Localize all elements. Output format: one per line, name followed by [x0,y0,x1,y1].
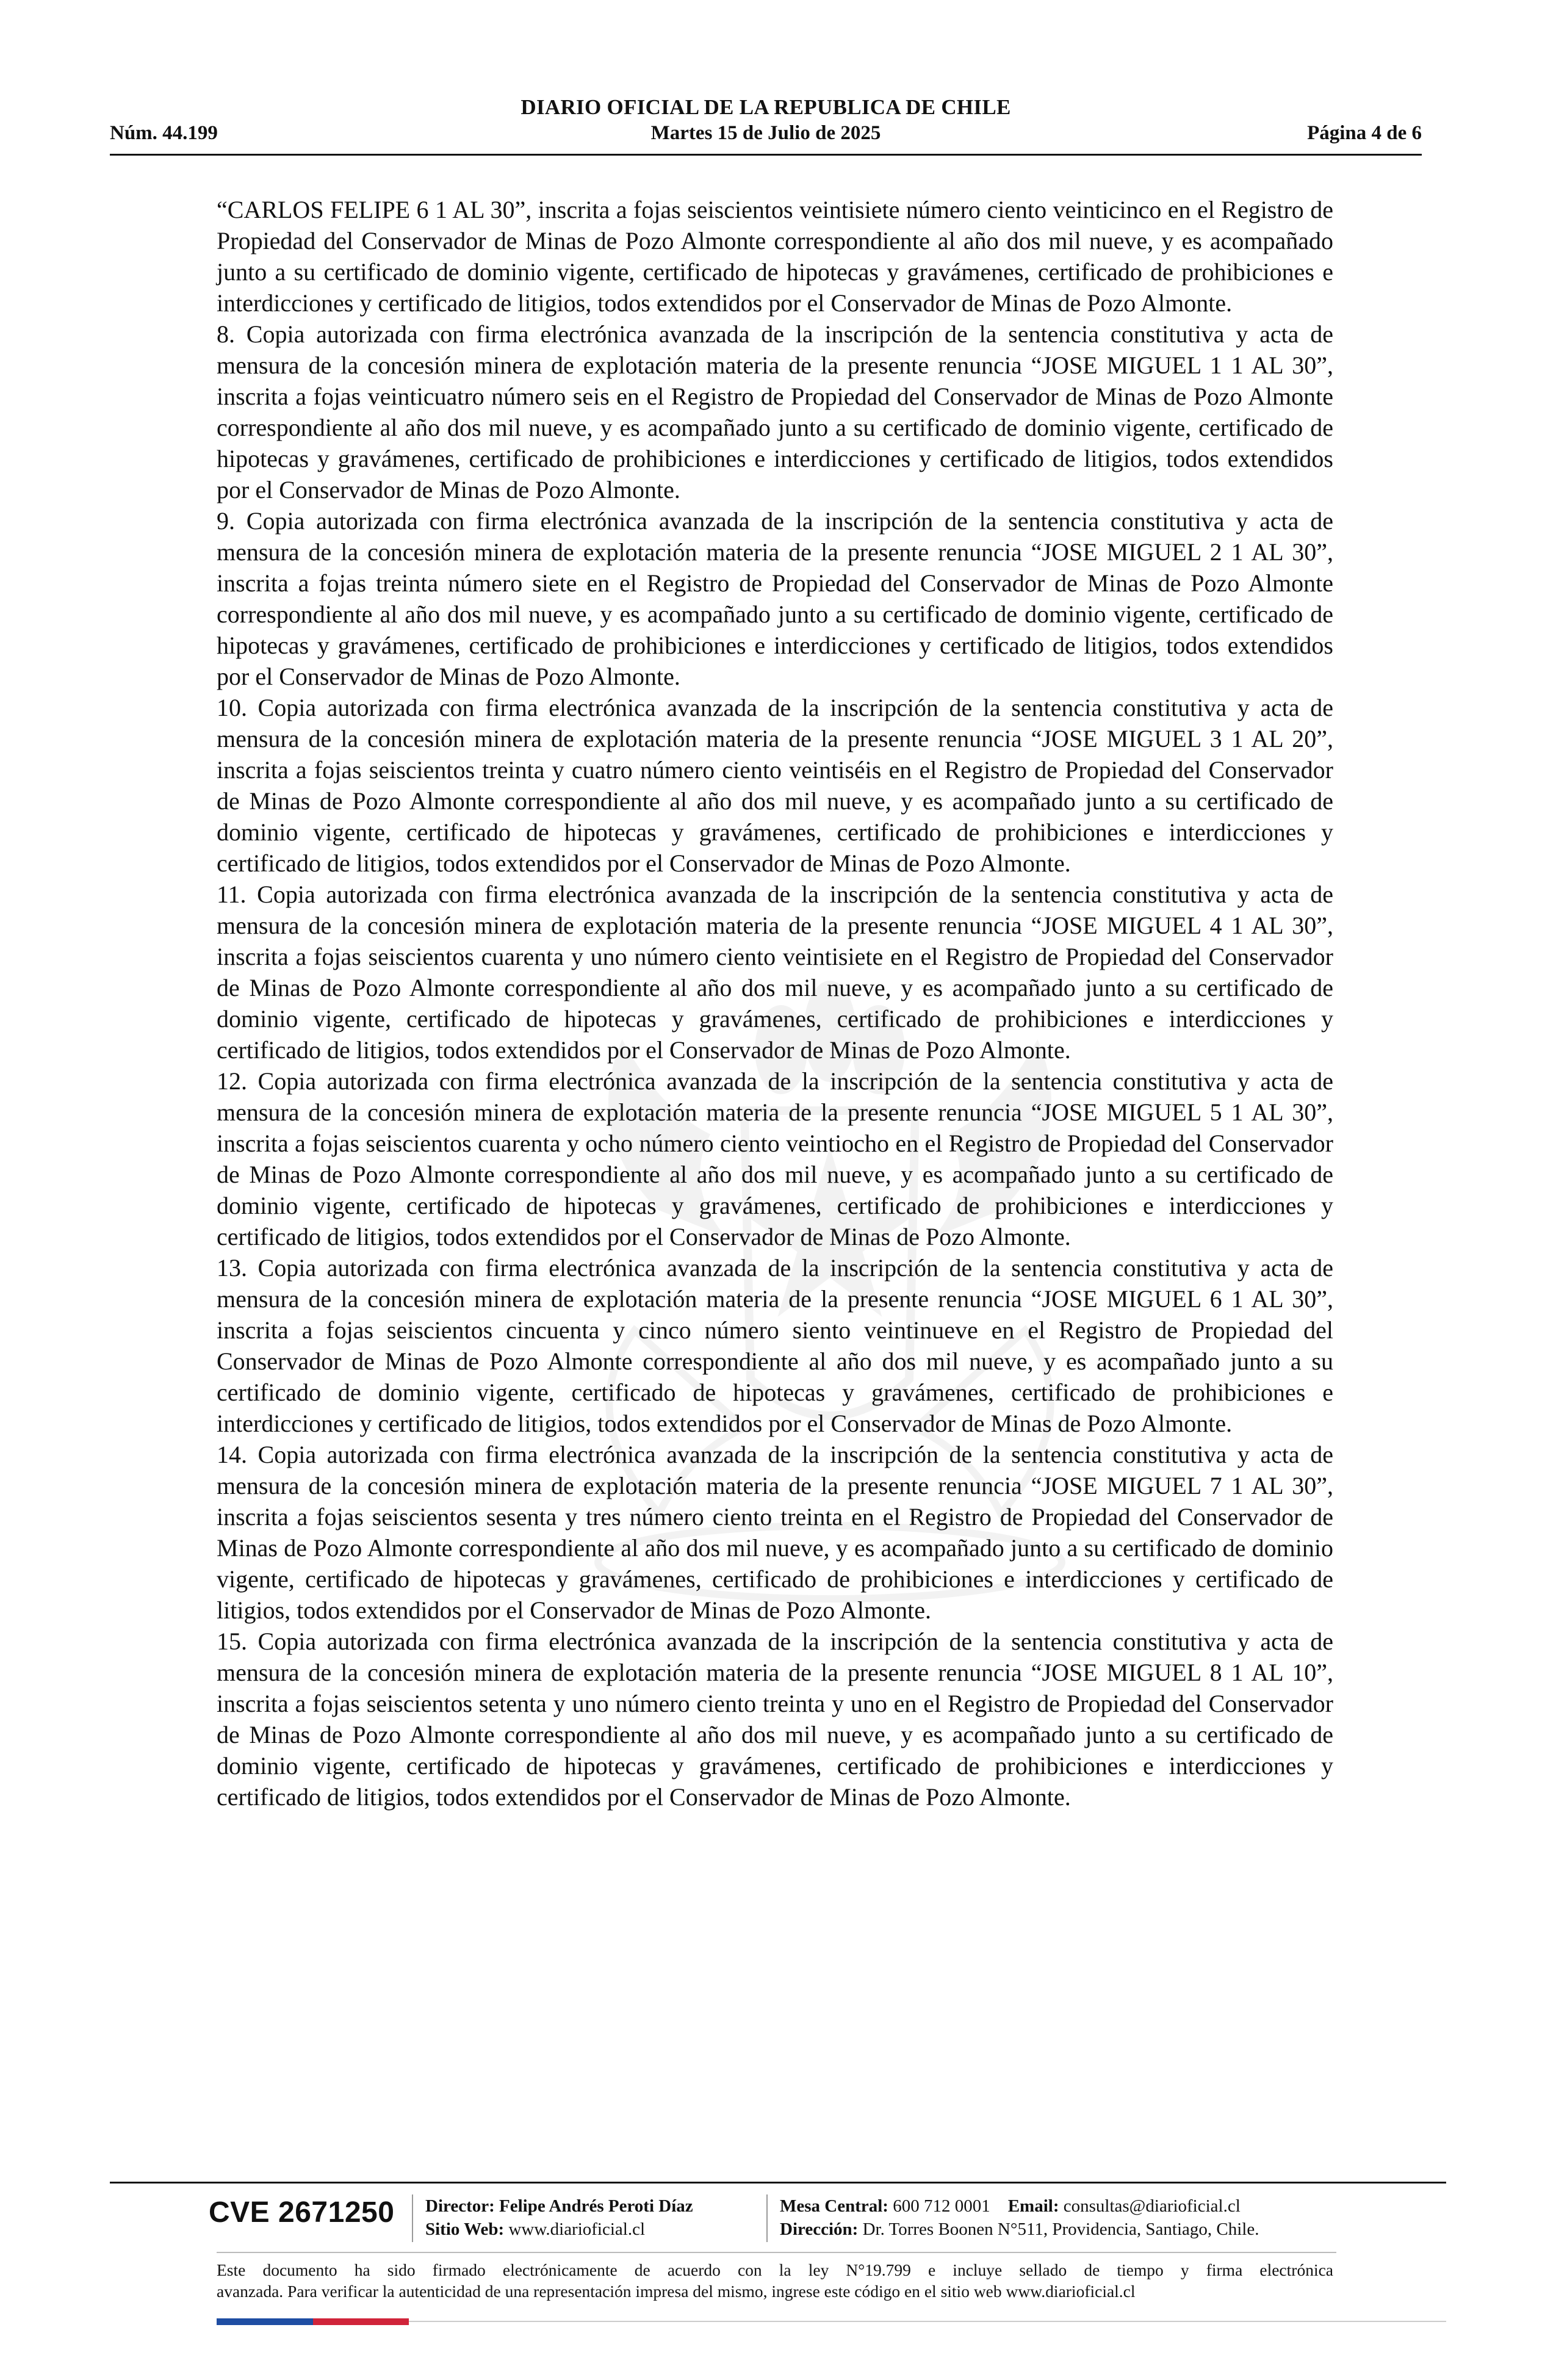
paragraph-7-continuation: “CARLOS FELIPE 6 1 AL 30”, inscrita a fojas seiscientos veintisiete número ciento veinticinco en el Registro de Propiedad del Conservador de Minas de Pozo Almonte correspondiente al año dos mil nueve, y es acompañado junto a su certificado de dominio vigente, certificado de hipotecas y gravámenes, certificado de prohibiciones e interdicciones y certificado de litigios, todos extendidos por el Conservador de Minas de Pozo Almonte. [217,196,1333,317]
mesa-label: Mesa Central: [780,2196,888,2216]
cve-code: CVE 2671250 [209,2196,395,2229]
newspaper-title: DIARIO OFICIAL DE LA REPUBLICA DE CHILE [520,95,1011,119]
legal-notice-line: Este documento ha sido firmado electrónicamente de acuerdo con la ley N°19.799 e incluye sellado de tiempo y firma electrónica [217,2260,1333,2279]
issue-date: Martes 15 de Julio de 2025 [650,122,881,144]
footer-separator [766,2194,768,2242]
paragraph-11: 11. Copia autorizada con firma electrónica avanzada de la inscripción de la sentencia constitutiva y acta de mensura de la concesión minera de explotación materia de la presente renuncia “JOSE MIGUEL 4 1 AL 30”, inscrita a fojas seiscientos cuarenta y uno número ciento veintisiete en el Registro de Propiedad del Conservador de Minas de Pozo Almonte correspondiente al año dos mil nueve, y es acompañado junto a su certificado de dominio vigente, certificado de hipotecas y gravámenes, certificado de prohibiciones e interdicciones y certificado de litigios, todos extendidos por el Conservador de Minas de Pozo Almonte. [217,881,1333,1064]
legal-notice-line: avanzada. Para verificar la autenticidad de una representación impresa del mismo, ingrese este código en el sitio web www.diarioficial.cl [217,2282,1136,2301]
document-body [217,194,1333,1812]
website-label: Sitio Web: [425,2220,505,2239]
email-link[interactable]: consultas@diarioficial.cl [1063,2196,1241,2216]
paragraph-8: 8. Copia autorizada con firma electrónica avanzada de la inscripción de la sentencia constitutiva y acta de mensura de la concesión minera de explotación materia de la presente renuncia “JOSE MIGUEL 1 1 AL 30”, inscrita a fojas veinticuatro número seis en el Registro de Propiedad del Conservador de Minas de Pozo Almonte correspondiente al año dos mil nueve, y es acompañado junto a su certificado de dominio vigente, certificado de hipotecas y gravámenes, certificado de prohibiciones e interdicciones y certificado de litigios, todos extendidos por el Conservador de Minas de Pozo Almonte. [217,320,1333,503]
email-label: Email: [1007,2196,1059,2216]
flag-stripe [217,2318,409,2325]
paragraph-10: 10. Copia autorizada con firma electrónica avanzada de la inscripción de la sentencia constitutiva y acta de mensura de la concesión minera de explotación materia de la presente renuncia “JOSE MIGUEL 3 1 AL 20”, inscrita a fojas seiscientos treinta y cuatro número ciento veintiséis en el Registro de Propiedad del Conservador de Minas de Pozo Almonte correspondiente al año dos mil nueve, y es acompañado junto a su certificado de dominio vigente, certificado de hipotecas y gravámenes, certificado de prohibiciones e interdicciones y certificado de litigios, todos extendidos por el Conservador de Minas de Pozo Almonte. [217,694,1333,877]
header-divider [110,154,1422,156]
flag-red-segment [313,2318,409,2325]
paragraph-12: 12. Copia autorizada con firma electrónica avanzada de la inscripción de la sentencia constitutiva y acta de mensura de la concesión minera de explotación materia de la presente renuncia “JOSE MIGUEL 5 1 AL 30”, inscrita a fojas seiscientos cuarenta y ocho número ciento veintiocho en el Registro de Propiedad del Conservador de Minas de Pozo Almonte correspondiente al año dos mil nueve, y es acompañado junto a su certificado de dominio vigente, certificado de hipotecas y gravámenes, certificado de prohibiciones e interdicciones y certificado de litigios, todos extendidos por el Conservador de Minas de Pozo Almonte. [217,1067,1333,1250]
paragraph-15: 15. Copia autorizada con firma electrónica avanzada de la inscripción de la sentencia constitutiva y acta de mensura de la concesión minera de explotación materia de la presente renuncia “JOSE MIGUEL 8 1 AL 10”, inscrita a fojas seiscientos setenta y uno número ciento treinta y uno en el Registro de Propiedad del Conservador de Minas de Pozo Almonte correspondiente al año dos mil nueve, y es acompañado junto a su certificado de dominio vigente, certificado de hipotecas y gravámenes, certificado de prohibiciones e interdicciones y certificado de litigios, todos extendidos por el Conservador de Minas de Pozo Almonte. [217,1628,1333,1811]
header-meta-row [110,122,1422,150]
flag-blue-segment [217,2318,313,2325]
footer-inner-divider [217,2252,1336,2253]
footer-divider [110,2182,1446,2183]
director-label: Director: [425,2196,495,2216]
footer-separator [412,2194,413,2242]
footer-contact-block [780,2194,1259,2241]
mesa-phone: 600 712 0001 [893,2196,990,2216]
director-name: Felipe Andrés Peroti Díaz [499,2196,693,2216]
paragraph-13: 13. Copia autorizada con firma electrónica avanzada de la inscripción de la sentencia constitutiva y acta de mensura de la concesión minera de explotación materia de la presente renuncia “JOSE MIGUEL 6 1 AL 30”, inscrita a fojas seiscientos cincuenta y cinco número siento veintinueve en el Registro de Propiedad del Conservador de Minas de Pozo Almonte correspondiente al año dos mil nueve, y es acompañado junto a su certificado de dominio vigente, certificado de hipotecas y gravámenes, certificado de prohibiciones e interdicciones y certificado de litigios, todos extendidos por el Conservador de Minas de Pozo Almonte. [217,1254,1333,1437]
page-header [110,92,1422,153]
page-indicator: Página 4 de 6 [1307,122,1422,144]
paragraph-14: 14. Copia autorizada con firma electrónica avanzada de la inscripción de la sentencia constitutiva y acta de mensura de la concesión minera de explotación materia de la presente renuncia “JOSE MIGUEL 7 1 AL 30”, inscrita a fojas seiscientos sesenta y tres número ciento treinta en el Registro de Propiedad del Conservador de Minas de Pozo Almonte correspondiente al año dos mil nueve, y es acompañado junto a su certificado de dominio vigente, certificado de hipotecas y gravámenes, certificado de prohibiciones e interdicciones y certificado de litigios, todos extendidos por el Conservador de Minas de Pozo Almonte. [217,1441,1333,1624]
footer-bottom-divider [409,2321,1446,2322]
address-value: Dr. Torres Boonen N°511, Providencia, Santiago, Chile. [862,2220,1259,2239]
issue-number: Núm. 44.199 [110,122,218,144]
paragraph-9: 9. Copia autorizada con firma electrónica avanzada de la inscripción de la sentencia constitutiva y acta de mensura de la concesión minera de explotación materia de la presente renuncia “JOSE MIGUEL 2 1 AL 30”, inscrita a fojas treinta número siete en el Registro de Propiedad del Conservador de Minas de Pozo Almonte correspondiente al año dos mil nueve, y es acompañado junto a su certificado de dominio vigente, certificado de hipotecas y gravámenes, certificado de prohibiciones e interdicciones y certificado de litigios, todos extendidos por el Conservador de Minas de Pozo Almonte. [217,507,1333,690]
footer-director-block [425,2194,693,2241]
legal-notice [217,2259,1333,2302]
address-label: Dirección: [780,2220,859,2239]
website-link[interactable]: www.diarioficial.cl [508,2220,646,2239]
